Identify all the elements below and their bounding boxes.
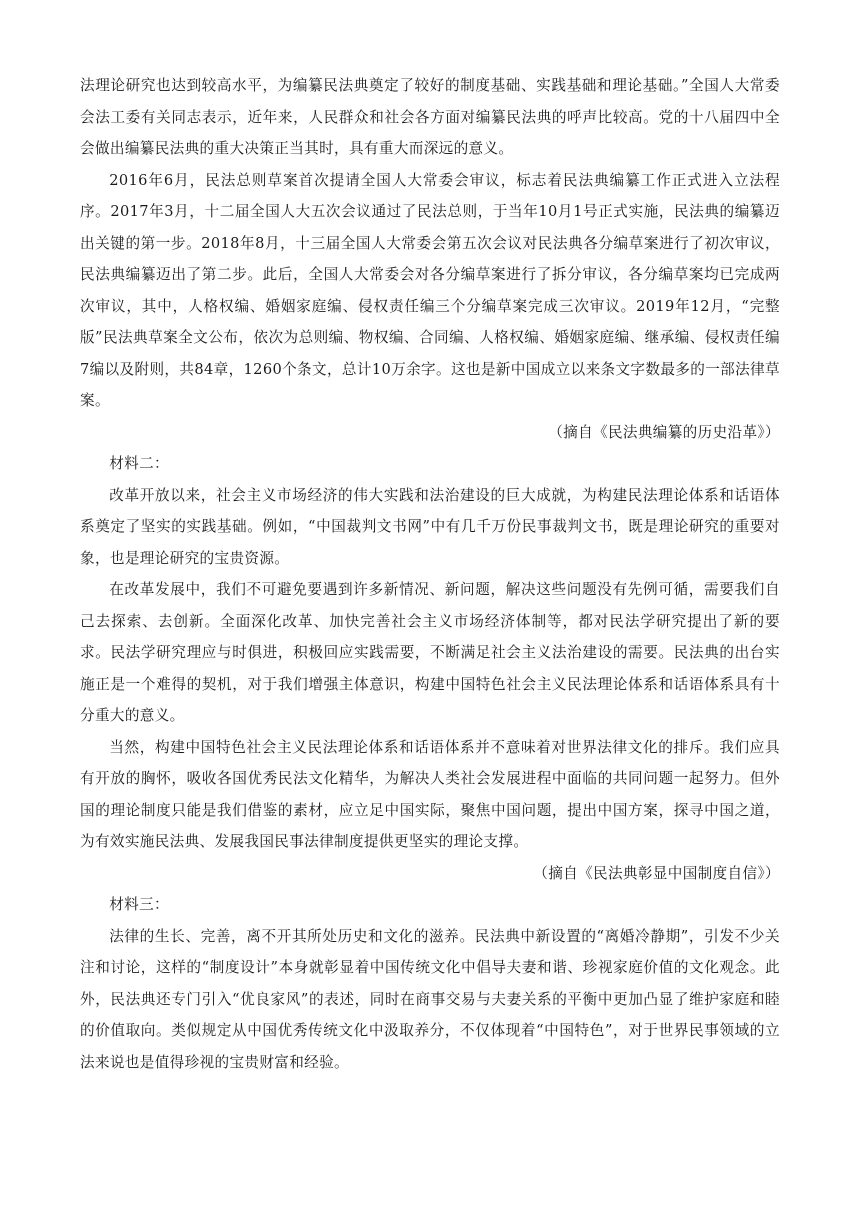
document-body <box>80 70 780 1078</box>
paragraph-openness: 当然，构建中国特色社会主义民法理论体系和话语体系并不意味着对世界法律文化的排斥。我们应具有开放的胸怀，吸收各国优秀民法文化精华，为解决人类社会发展进程中面临的共同问题一起努力。但外国的理论制度只能是我们借鉴的素材，应立足中国实际，聚焦中国问题，提出中国方案，探寻中国之道，为有效实施民法典、发展我国民事法律制度提供更坚实的理论支撑。 <box>80 738 780 850</box>
paragraph-continuation: 法理论研究也达到较高水平，为编纂民法典奠定了较好的制度基础、实践基础和理论基础。”全国人大常委会法工委有关同志表示，近年来，人民群众和社会各方面对编纂民法典的呼声比较高。党的十八届四中全会做出编纂民法典的重大决策正当其时，具有重大而深远的意义。 <box>80 77 780 157</box>
material-three-label: 材料三： <box>109 896 169 913</box>
paragraph-innovation: 在改革发展中，我们不可避免要遇到许多新情况、新问题，解决这些问题没有先例可循，需要我们自己去探索、去创新。全面深化改革、加快完善社会主义市场经济体制等，都对民法学研究提出了新的要求。民法学研究理应与时俱进，积极回应实践需要，不断满足社会主义法治建设的需要。民法典的出台实施正是一个难得的契机，对于我们增强主体意识，构建中国特色社会主义民法理论体系和话语体系具有十分重大的意义。 <box>80 581 780 724</box>
source-citation-1: （摘自《民法典编纂的历史沿革》） <box>548 423 780 441</box>
source-citation-2: （摘自《民法典彰显中国制度自信》） <box>533 864 780 882</box>
paragraph-legislative-history: 2016年6月，民法总则草案首次提请全国人大常委会审议，标志着民法典编纂工作正式进入立法程序。2017年3月，十二届全国人大五次会议通过了民法总则，于当年10月1号正式实施，民法典的编纂迈出关键的第一步。2018年8月，十三届全国人大常委会第五次会议对民法典各分编草案进行了初次审议，民法典编纂迈出了第二步。此后，全国人大常委会对各分编草案进行了拆分审议，各分编草案均已完成两次审议，其中，人格权编、婚姻家庭编、侵权责任编三个分编草案完成三次审议。2019年12月，“完整版”民法典草案全文公布，依次为总则编、物权编、合同编、人格权编、婚姻家庭编、继承编、侵权责任编7编以及附则，共84章，1260个条文，总计10万余字。这也是新中国成立以来条文字数最多的一部法律草案。 <box>80 171 780 409</box>
paragraph-culture: 法律的生长、完善，离不开其所处历史和文化的滋养。民法典中新设置的“离婚冷静期”，引发不少关注和讨论，这样的“制度设计”本身就彰显着中国传统文化中倡导夫妻和谐、珍视家庭价值的文化观念。此外，民法典还专门引入“优良家风”的表述，同时在商事交易与夫妻关系的平衡中更加凸显了维护家庭和睦的价值取向。类似规定从中国优秀传统文化中汲取养分，不仅体现着“中国特色”，对于世界民事领域的立法来说也是值得珍视的宝贵财富和经验。 <box>80 927 780 1071</box>
paragraph-reform-practice: 改革开放以来，社会主义市场经济的伟大实践和法治建设的巨大成就，为构建民法理论体系和话语体系奠定了坚实的实践基础。例如，“中国裁判文书网”中有几千万份民事裁判文书，既是理论研究的重要对象，也是理论研究的宝贵资源。 <box>80 486 780 567</box>
material-two-label: 材料二： <box>109 455 169 472</box>
